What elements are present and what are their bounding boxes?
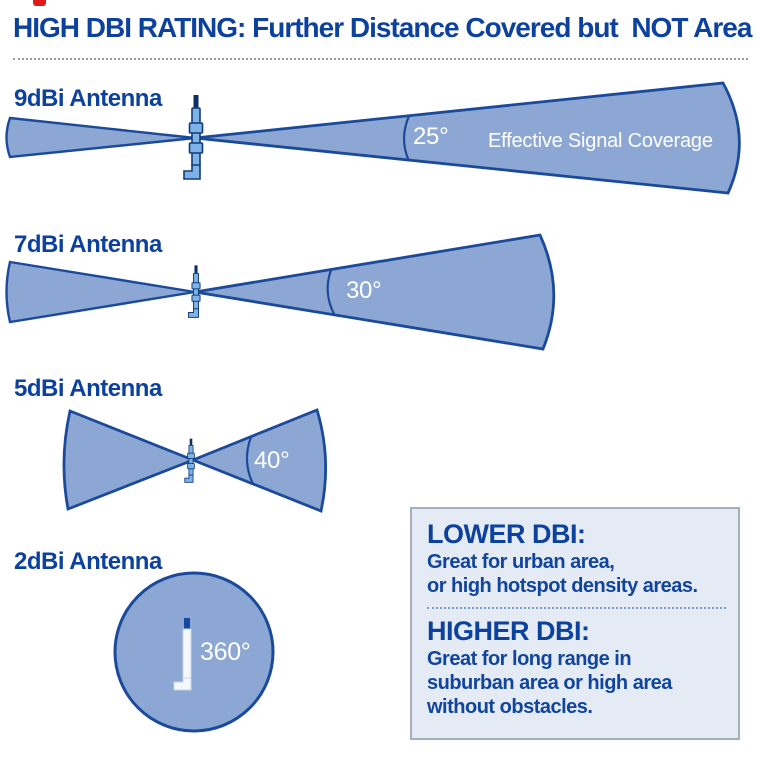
label-2dbi-antenna: 2dBi Antenna xyxy=(14,548,162,575)
label-9dbi-antenna: 9dBi Antenna xyxy=(14,85,162,112)
coverage-note: Effective Signal Coverage xyxy=(488,130,713,152)
higher-dbi-line2: suburban area or high area xyxy=(427,672,672,695)
lower-dbi-line2: or high hotspot density areas. xyxy=(427,575,698,598)
angle-value-9dbi: 25° xyxy=(413,123,449,150)
higher-dbi-heading: HIGHER DBI: xyxy=(427,616,590,647)
label-5dbi-antenna: 5dBi Antenna xyxy=(14,375,162,402)
higher-dbi-line1: Great for long range in xyxy=(427,648,632,671)
higher-dbi-line3: without obstacles. xyxy=(427,696,593,719)
page-title: HIGH DBI RATING: Further Distance Covered but NOT Area xyxy=(13,12,752,43)
angle-value-7dbi: 30° xyxy=(346,277,382,304)
dbi-info-box xyxy=(410,507,740,740)
angle-value-5dbi: 40° xyxy=(254,447,290,474)
lower-dbi-line1: Great for urban area, xyxy=(427,551,615,574)
lower-dbi-heading: LOWER DBI: xyxy=(427,519,586,549)
beam-7dbi-left-cone xyxy=(7,262,196,322)
info-box-separator xyxy=(427,607,726,609)
beam-9dbi-left-cone xyxy=(7,118,196,157)
angle-value-2dbi: 360° xyxy=(200,638,251,666)
label-7dbi-antenna: 7dBi Antenna xyxy=(14,231,162,258)
beam-5dbi-left-cone xyxy=(64,411,193,509)
beam-7dbi xyxy=(7,235,554,349)
